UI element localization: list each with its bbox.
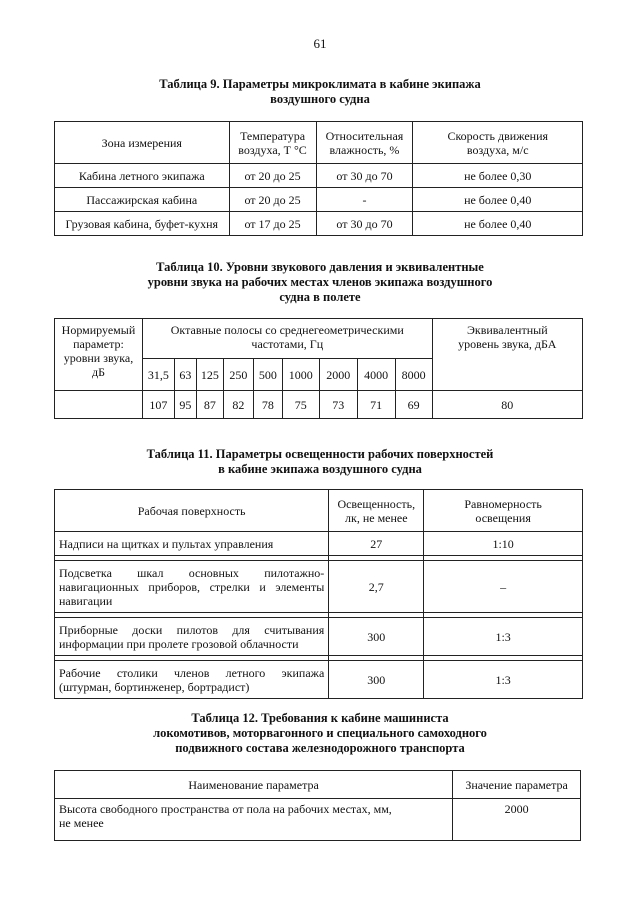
cell-text-line: навигационных приборов, стрелки и элементы [59,579,325,594]
cell-surface [55,661,329,699]
cell-illuminance: 300 [329,618,424,656]
header-surface: Рабочая поверхность [55,490,329,532]
header-parameter-name: Наименование параметра [55,771,453,799]
table9-title-line: Таблица 9. Параметры микроклимата в кабине экипажа [159,77,481,91]
frequency-cell: 31,5 [142,359,174,391]
table10-title-line: Таблица 10. Уровни звукового давления и эквивалентные [156,260,484,274]
cell-temperature: от 20 до 25 [229,188,316,212]
level-cell: 75 [282,391,319,419]
frequency-cell: 63 [174,359,196,391]
header-text: Скорость движения [447,128,549,143]
frequency-cell: 500 [253,359,282,391]
table10-title [0,260,640,305]
table-row [55,561,583,613]
level-cell: 78 [253,391,282,419]
level-cell: 87 [196,391,223,419]
table9-title [0,77,640,107]
equivalent-cell: 80 [432,391,582,419]
table10-title-line: уровни звука на рабочих местах членов экипажа воздушного [147,275,493,289]
levels-row [55,391,583,419]
table12-title-line: локомотивов, моторвагонного и специального самоходного [153,726,487,740]
table11-title-line: Таблица 11. Параметры освещенности рабочих поверхностей [146,447,494,461]
cell-zone: Пассажирская кабина [55,188,230,212]
frequency-cell: 1000 [282,359,319,391]
header-text: Нормируемый [61,323,136,337]
header-equivalent [432,319,582,391]
table10-title-line: судна в полете [279,290,361,304]
cell-text-line: Высота свободного пространства от пола на рабочих местах, мм, [59,802,392,816]
header-text: воздуха, м/с [466,142,529,157]
cell-illuminance: 300 [329,661,424,699]
cell-air-speed: не более 0,40 [413,212,583,236]
cell-air-speed: не более 0,40 [413,188,583,212]
table-row [55,532,583,556]
cell-text-line: (штурман, бортинженер, бортрадист) [59,679,250,694]
header-text: Эквивалентный [466,323,548,337]
table-header-row [55,771,581,799]
header-humidity [316,122,413,164]
table9-title-line: воздушного судна [270,92,370,106]
table-header-row [55,319,583,359]
header-text: параметр: [73,337,124,351]
table10-sound-levels [54,318,583,419]
cell-temperature: от 17 до 25 [229,212,316,236]
table-row [55,212,583,236]
cell-text-line: информации при пролете грозовой облачности [59,636,299,651]
header-text: Освещенность, [337,496,416,511]
table12-title-line: Таблица 12. Требования к кабине машиниста [191,711,449,725]
header-zone: Зона измерения [55,122,230,164]
table-header-row [55,122,583,164]
cell-zone: Кабина летного экипажа [55,164,230,188]
header-text: Равномерность [464,496,542,511]
cell-text-line: Рабочие столики членов летного экипажа [59,665,325,680]
cell-uniformity: 1:3 [424,661,583,699]
table12-title [0,711,640,756]
table-row [55,164,583,188]
cell-text-line: Подсветка шкал основных пилотажно- [59,565,325,580]
frequency-cell: 125 [196,359,223,391]
header-temperature [229,122,316,164]
cell-zone: Грузовая кабина, буфет-кухня [55,212,230,236]
cell-parameter-value: 2000 [453,799,581,841]
table9-microclimate [54,121,583,236]
header-illuminance [329,490,424,532]
header-text: влажность, % [329,142,400,157]
cell-uniformity: 1:10 [424,532,583,556]
table12-driver-cabin [54,770,581,841]
cell-surface [55,618,329,656]
table-row [55,661,583,699]
cell-surface [55,561,329,613]
frequency-cell: 8000 [395,359,432,391]
cell-humidity: от 30 до 70 [316,164,413,188]
cell-temperature: от 20 до 25 [229,164,316,188]
frequency-cell: 2000 [319,359,357,391]
header-text: Относительная [325,128,404,143]
empty-cell [55,391,143,419]
header-text: частотами, Гц [251,337,324,351]
header-text: воздуха, Т °С [238,142,307,157]
level-cell: 82 [223,391,253,419]
level-cell: 69 [395,391,432,419]
frequency-cell: 4000 [357,359,395,391]
header-air-speed [413,122,583,164]
level-cell: 107 [142,391,174,419]
table11-title [0,447,640,477]
cell-illuminance: 2,7 [329,561,424,613]
header-text: дБ [91,365,105,379]
level-cell: 95 [174,391,196,419]
table11-title-line: в кабине экипажа воздушного судна [218,462,422,476]
table12-title-line: подвижного состава железнодорожного транспорта [175,741,465,755]
cell-text-line: не менее [59,816,104,830]
table-row [55,188,583,212]
header-octave-bands [142,319,432,359]
page-number: 61 [313,36,327,51]
cell-humidity: - [316,188,413,212]
cell-air-speed: не более 0,30 [413,164,583,188]
header-text: уровень звука, дБА [458,337,557,351]
table-row [55,799,581,841]
header-text: лк, не менее [345,510,408,525]
table-row [55,618,583,656]
cell-uniformity: – [424,561,583,613]
level-cell: 73 [319,391,357,419]
header-text: Октавные полосы со среднегеометрическими [170,323,404,337]
header-uniformity [424,490,583,532]
cell-illuminance: 27 [329,532,424,556]
frequency-cell: 250 [223,359,253,391]
cell-text-line: навигации [59,593,113,608]
header-text: Температура [240,128,306,143]
level-cell: 71 [357,391,395,419]
header-text: уровни звука, [63,351,134,365]
cell-uniformity: 1:3 [424,618,583,656]
table11-illumination [54,489,583,699]
header-text: освещения [475,510,531,525]
cell-parameter-name [55,799,453,841]
table-header-row [55,490,583,532]
cell-humidity: от 30 до 70 [316,212,413,236]
header-parameter-value: Значение параметра [453,771,581,799]
cell-text-line: Приборные доски пилотов для считывания [59,622,325,637]
cell-surface: Надписи на щитках и пультах управления [55,532,329,556]
header-parameter [55,319,143,391]
